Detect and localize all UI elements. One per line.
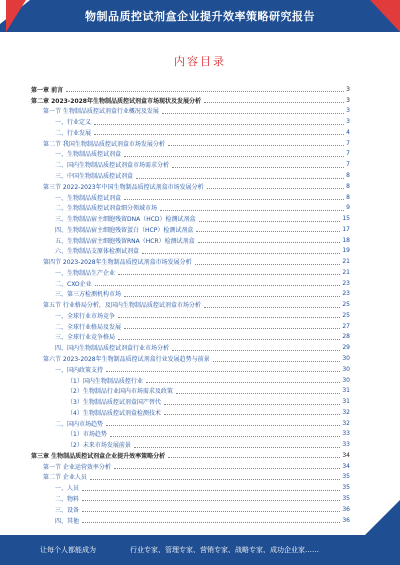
toc-leader-dots (124, 295, 340, 297)
header-decoration-right (370, 0, 400, 32)
toc-entry[interactable] (31, 192, 350, 203)
toc-page-number: 35 (342, 484, 350, 492)
toc-entry-title: 二、全球行业格局及发展 (55, 323, 122, 331)
toc-page-number: 35 (342, 473, 350, 481)
toc-page-number: 30 (342, 365, 350, 373)
toc-leader-dots (124, 327, 340, 329)
corner-decoration (365, 500, 400, 535)
toc-leader-dots (94, 133, 344, 135)
toc-leader-dots (94, 123, 344, 125)
toc-entry-title: 第三节 2022-2023年中国生物制品质控试剂盒市场发展分析 (43, 183, 204, 191)
toc-entry[interactable] (31, 342, 350, 353)
toc-page-number: 25 (342, 301, 350, 309)
toc-entry-title: （2）未来市场发展前景 (67, 442, 131, 450)
toc-page-number: 29 (342, 344, 350, 352)
toc-page-number: 3 (346, 107, 350, 115)
toc-entry-title: 二、生物制品质控试剂盒细分领域市场 (55, 205, 158, 213)
toc-page-number: 3 (346, 118, 350, 126)
toc-leader-dots (124, 155, 344, 157)
toc-entry-title: 三、第三方检测机构市场 (55, 291, 122, 299)
toc-entry[interactable] (31, 418, 350, 429)
toc-page-number: 33 (342, 441, 350, 449)
toc-entry[interactable] (31, 245, 350, 256)
toc-leader-dots (124, 198, 344, 200)
page-header (0, 0, 400, 32)
toc-leader-dots (90, 478, 340, 480)
toc-entry[interactable] (31, 267, 350, 278)
toc-leader-dots (164, 413, 341, 415)
toc-entry-title: 五、生物制品宿主细胞残留RNA（HCR）检测试剂盒 (55, 237, 195, 245)
toc-page-number: 36 (342, 516, 350, 524)
toc-entry-title: 二、CXO企业 (55, 280, 92, 288)
toc-page-number: 17 (342, 225, 350, 233)
footer-slogan-left: 让每个人都能成为 (40, 546, 96, 554)
toc-entry[interactable] (31, 461, 350, 472)
toc-page-number: 25 (342, 311, 350, 319)
report-title: 物制品质控试剂盒企业提升效率策略研究报告 (85, 10, 315, 23)
toc-entry-title: 第五节 行业格局分析，及国内生物制品质控试剂盒市场分析 (43, 302, 201, 310)
toc-entry-title: 四、其他 (55, 517, 80, 525)
toc-entry[interactable] (31, 181, 350, 192)
toc-entry-title: 一、生物制品质控试剂盒 (55, 194, 122, 202)
toc-page-number: 28 (342, 333, 350, 341)
toc-page-number: 3 (346, 85, 350, 93)
toc-entry[interactable] (31, 310, 350, 321)
toc-entry[interactable] (31, 289, 350, 300)
toc-page-number: 7 (346, 150, 350, 158)
toc-page-number: 8 (346, 182, 350, 190)
toc-leader-dots (82, 499, 340, 501)
toc-entry[interactable] (31, 439, 350, 450)
toc-entry-title: 二、物料 (55, 495, 80, 503)
toc-page-number: 30 (342, 376, 350, 384)
toc-entry-title: 第一节 生物制品质控试剂盒行业概况及发展 (43, 108, 159, 116)
toc-entry[interactable] (31, 149, 350, 160)
toc-page-number: 7 (346, 139, 350, 147)
toc-entry-title: （1）市场趋势 (67, 431, 107, 439)
toc-entry[interactable] (31, 515, 350, 526)
toc-leader-dots (118, 273, 340, 275)
toc-entry[interactable] (31, 138, 350, 149)
toc-leader-dots (160, 209, 344, 211)
toc-page-number: 35 (342, 494, 350, 502)
toc-entry-title: 一、生物制品质控试剂盒 (55, 151, 122, 159)
toc-page-number: 21 (342, 258, 350, 266)
toc-leader-dots (82, 521, 340, 523)
toc-page-number: 18 (342, 236, 350, 244)
toc-page-number: 9 (346, 204, 350, 212)
toc-leader-dots (213, 360, 341, 362)
toc-entry-title: 一、全球行业市场竞争 (55, 312, 116, 320)
toc-leader-dots (110, 435, 341, 437)
toc-page-number: 4 (346, 128, 350, 136)
toc-entry[interactable] (31, 235, 350, 246)
toc-entry[interactable] (31, 224, 350, 235)
toc-entry-title: 第四节 2023-2028年生物制品质控试剂盒市场发展分析 (43, 259, 192, 267)
toc-entry-title: 一、行业定义 (55, 119, 92, 127)
toc-page-number: 15 (342, 215, 350, 223)
table-of-contents (31, 84, 350, 525)
toc-page-number: 31 (342, 387, 350, 395)
toc-entry[interactable] (31, 116, 350, 127)
toc-leader-dots (142, 252, 340, 254)
toc-entry-title: 三、设备 (55, 506, 80, 514)
toc-entry-title: 三、中国生物制品质控试剂盒 (55, 173, 134, 180)
toc-leader-dots (146, 381, 341, 383)
toc-entry-title: 第三章 生物制品质控试剂盒企业提升效率策略分析 (31, 452, 166, 460)
toc-entry[interactable] (31, 450, 350, 461)
toc-entry-title: 第二章 2023-2028年生物制品质控试剂盒市场现状及发展分析 (31, 97, 201, 105)
toc-entry[interactable] (31, 429, 350, 440)
toc-leader-dots (168, 144, 344, 146)
toc-leader-dots (198, 241, 341, 243)
toc-leader-dots (106, 370, 340, 372)
toc-leader-dots (66, 90, 344, 92)
toc-entry-title: 二、行业发展 (55, 129, 92, 137)
toc-entry[interactable] (31, 159, 350, 170)
toc-page-number: 8 (346, 172, 350, 179)
toc-leader-dots (95, 284, 341, 286)
toc-leader-dots (195, 263, 341, 265)
toc-entry-title: 二、国内生物制品质控试剂盒市场需求分析 (55, 162, 170, 170)
toc-entry[interactable] (31, 170, 350, 181)
toc-page-number: 33 (342, 430, 350, 438)
toc-entry-title: 第一章 前言 (31, 86, 64, 94)
toc-page-number: 21 (342, 268, 350, 276)
toc-entry[interactable] (31, 202, 350, 213)
toc-entry[interactable] (31, 106, 350, 117)
toc-leader-dots (176, 392, 341, 394)
toc-leader-dots (106, 424, 340, 426)
toc-entry[interactable] (31, 385, 350, 396)
toc-entry-title: 二、国内市场趋势 (55, 420, 104, 428)
toc-page-number: 30 (342, 355, 350, 363)
toc-page-number: 7 (346, 161, 350, 169)
toc-page-number: 27 (342, 322, 350, 330)
toc-leader-dots (172, 349, 340, 351)
toc-entry-title: 一、生物制品生产企业 (55, 269, 116, 277)
toc-leader-dots (164, 403, 341, 405)
toc-entry[interactable] (31, 321, 350, 332)
toc-leader-dots (204, 306, 340, 308)
toc-page-number: 31 (342, 398, 350, 406)
toc-page-number: 3 (346, 96, 350, 104)
toc-leader-dots (162, 112, 344, 114)
toc-leader-dots (82, 489, 340, 491)
toc-entry-title: （1）国内生物制品质控行业 (67, 377, 143, 385)
toc-page-number: 23 (342, 290, 350, 298)
toc-page-number: 32 (342, 408, 350, 416)
toc-page-number: 19 (342, 247, 350, 255)
toc-entry-title: （4）生物制品质控试剂盒检测技术 (67, 409, 161, 417)
toc-entry[interactable] (31, 493, 350, 504)
toc-entry[interactable] (31, 256, 350, 267)
toc-page-number: 34 (342, 462, 350, 470)
toc-entry[interactable] (31, 375, 350, 386)
toc-entry[interactable] (31, 332, 350, 343)
toc-leader-dots (204, 101, 344, 103)
toc-leader-dots (199, 220, 341, 222)
toc-entry[interactable] (31, 482, 350, 493)
toc-leader-dots (118, 316, 340, 318)
toc-entry[interactable] (31, 396, 350, 407)
toc-entry[interactable] (31, 407, 350, 418)
toc-leader-dots (136, 177, 344, 179)
toc-page-number: 23 (342, 279, 350, 287)
toc-entry[interactable] (31, 84, 350, 95)
toc-entry[interactable] (31, 364, 350, 375)
toc-entry-title: （3）生物制品质控试剂盒国产替代 (67, 399, 161, 407)
toc-leader-dots (172, 166, 344, 168)
toc-page-number: 8 (346, 193, 350, 201)
toc-entry-title: 一、国内政策支持 (55, 366, 104, 374)
toc-entry[interactable] (31, 299, 350, 310)
toc-entry-title: 一、人员 (55, 485, 80, 493)
page-footer (0, 535, 400, 565)
toc-entry-title: 第二节 企业人员 (43, 474, 87, 482)
toc-entry-title: （2）生物制品行业国内市场需求及政策 (67, 388, 173, 396)
toc-entry-title: 第六节 2023-2028年生物制品质控试剂盒行业发展趋势与前景 (43, 356, 210, 364)
toc-leader-dots (134, 446, 341, 448)
toc-entry[interactable] (31, 504, 350, 515)
toc-heading: 内容目录 (174, 55, 226, 68)
toc-leader-dots (168, 456, 340, 458)
toc-entry[interactable] (31, 213, 350, 224)
toc-leader-dots (118, 338, 340, 340)
toc-entry[interactable] (31, 472, 350, 483)
toc-entry-title: 三、全球行业竞争格局 (55, 334, 116, 342)
toc-page-number: 36 (342, 505, 350, 513)
toc-page-number: 32 (342, 419, 350, 427)
toc-entry[interactable] (31, 278, 350, 289)
toc-page-number: 34 (342, 451, 350, 459)
toc-leader-dots (207, 187, 345, 189)
footer-slogan-right: 行业专家、管理专家、营销专家、战略专家、成功企业家…… (130, 546, 319, 554)
toc-entry-title: 第一节 企业运营效率分析 (43, 463, 111, 471)
toc-entry-title: 六、生物制品支原体检测试剂盒 (55, 248, 140, 256)
toc-entry-title: 四、生物制品宿主细胞残留蛋白（HCP）检测试剂盒 (55, 226, 194, 234)
toc-entry[interactable] (31, 127, 350, 138)
toc-leader-dots (82, 510, 340, 512)
toc-leader-dots (114, 467, 340, 469)
toc-entry-title: 第二节 我国生物制品质控试剂盒市场发展分析 (43, 140, 165, 148)
toc-entry[interactable] (31, 95, 350, 106)
toc-entry-title: 三、生物制品宿主细胞残留DNA（HCD）检测试剂盒 (55, 216, 196, 224)
toc-entry-title: 四、国内生物制品质控试剂盒行业市场分析 (55, 345, 170, 353)
toc-leader-dots (196, 230, 340, 232)
toc-entry[interactable] (31, 353, 350, 364)
